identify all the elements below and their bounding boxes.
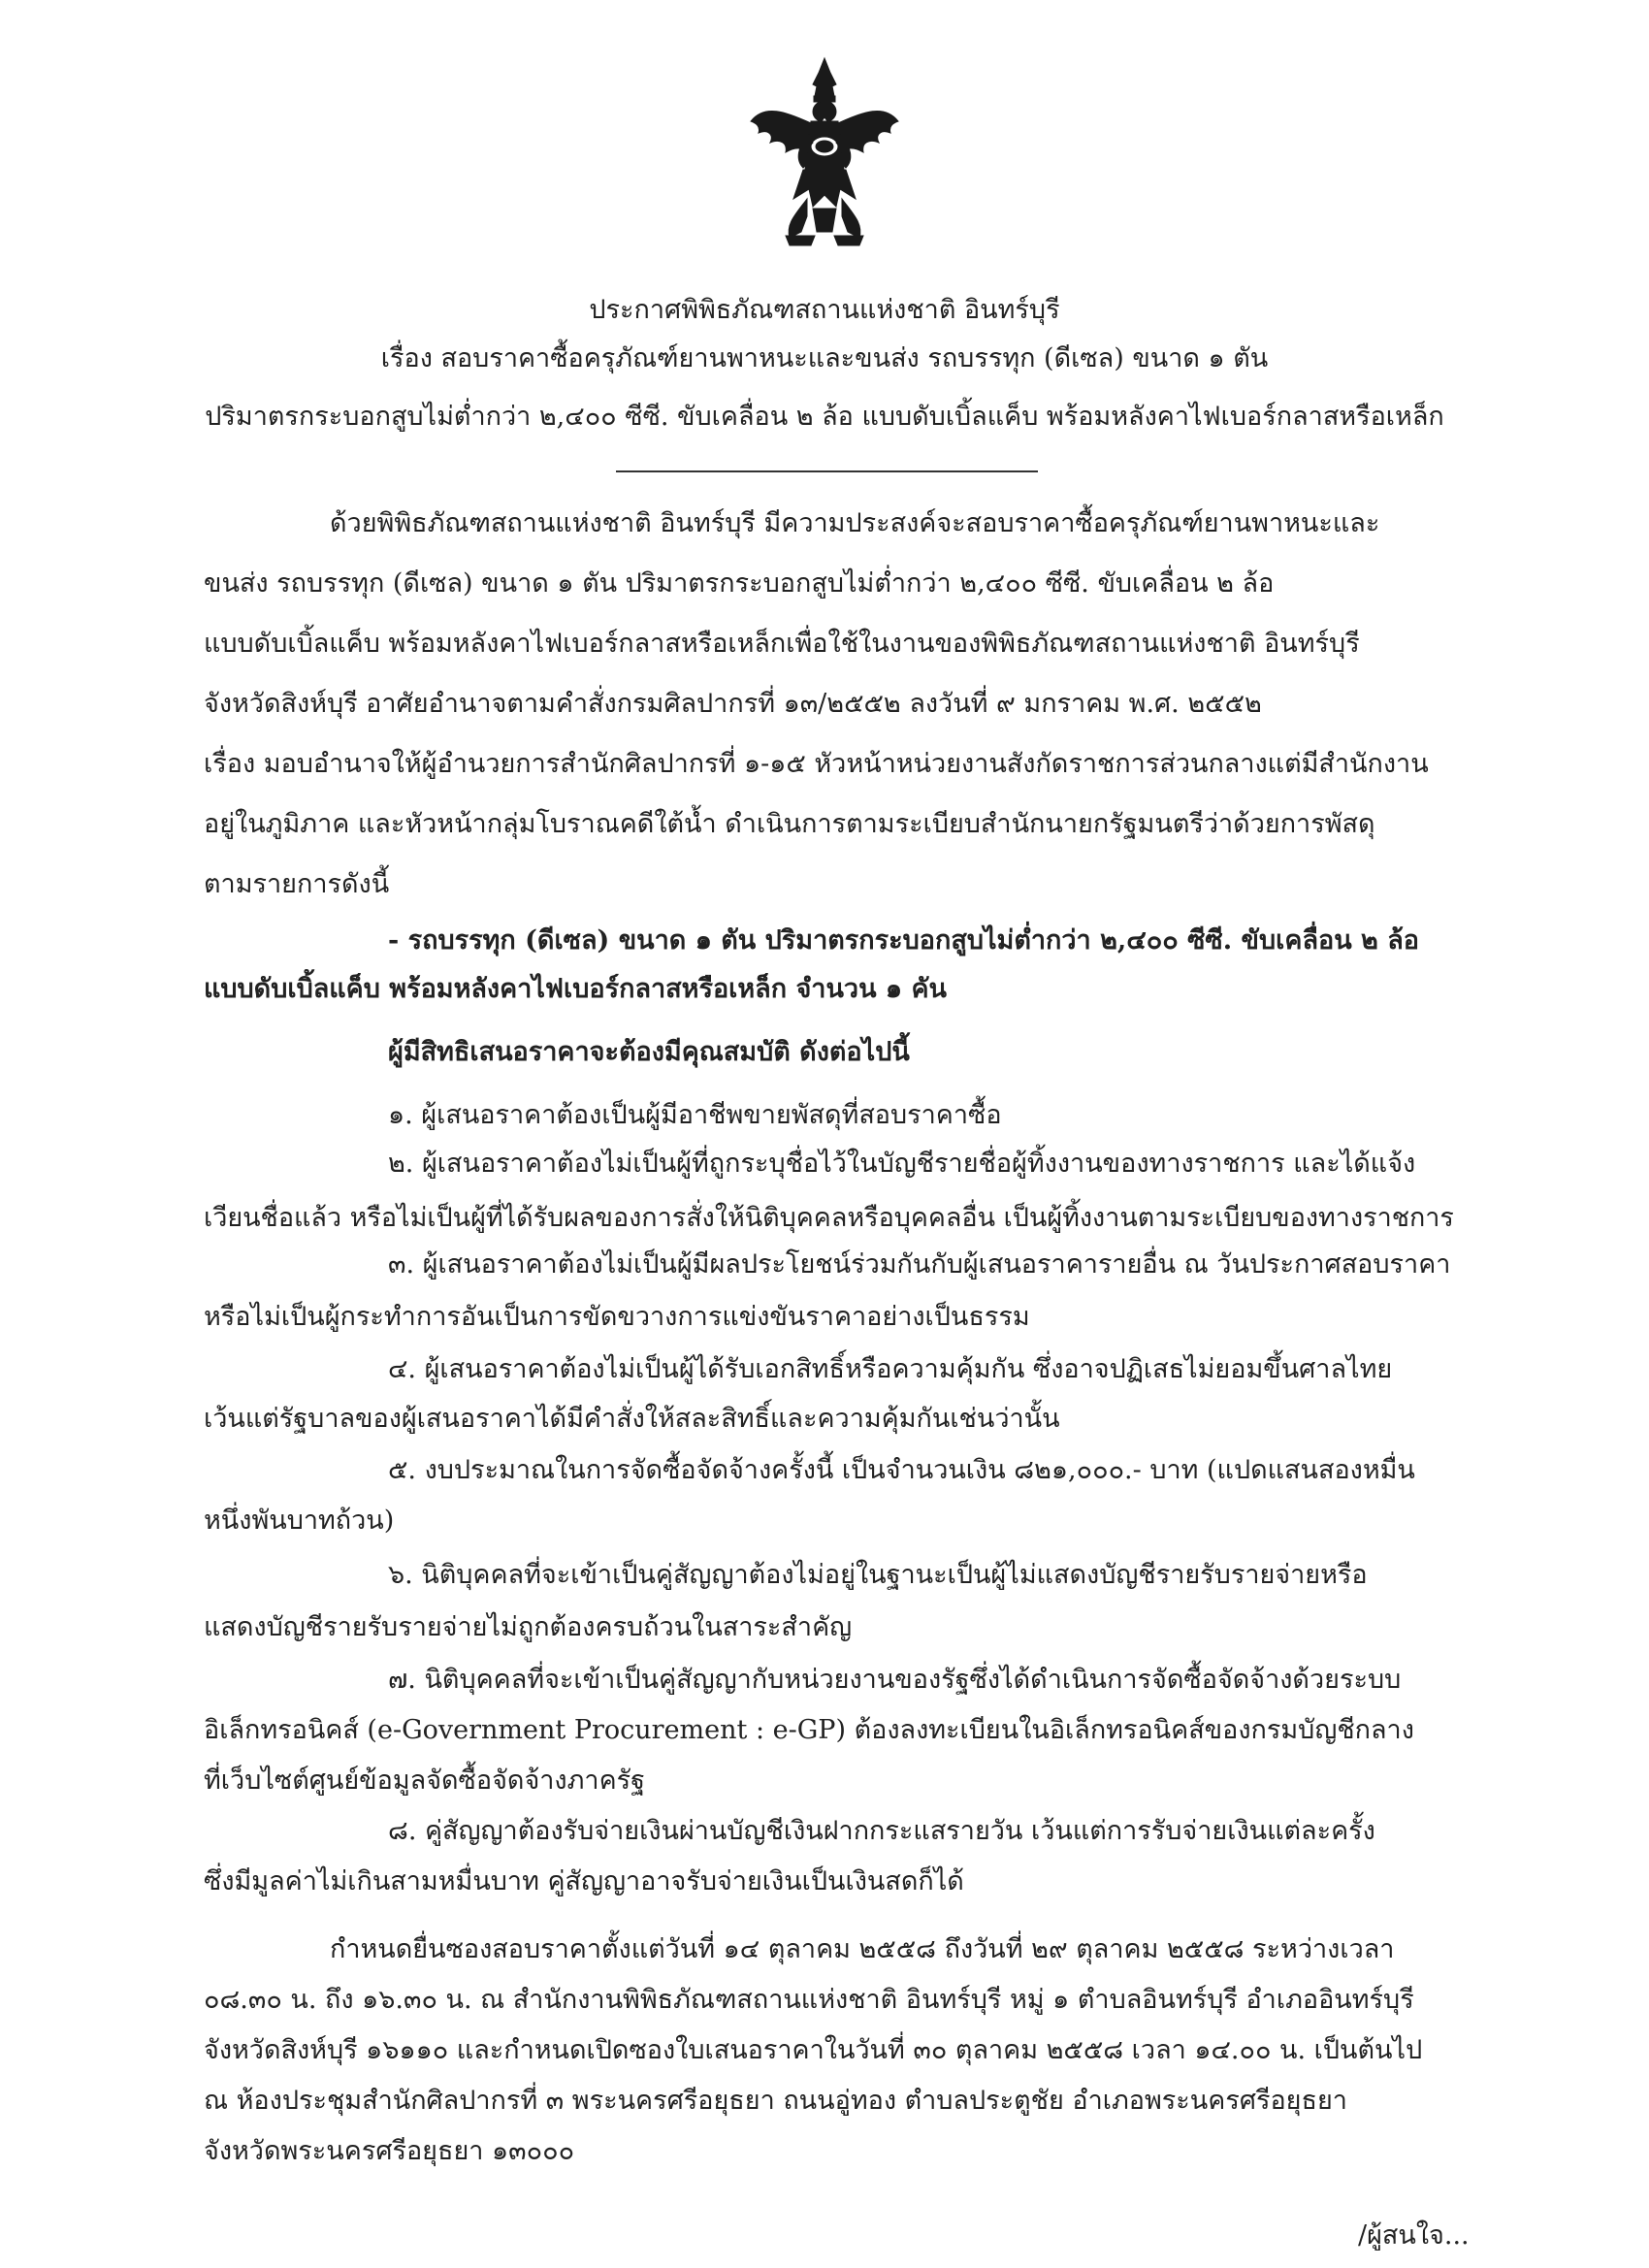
condition-6-cont: แสดงบัญชีรายรับรายจ่ายไม่ถูกต้องครบถ้วนในสาระสำคัญ [204,1612,853,1642]
intro-line-6: อยู่ในภูมิภาค และหัวหน้ากลุ่มโบราณคดีใต้น้ำ ดำเนินการตามระเบียบสำนักนายกรัฐมนตรีว่าด้วยการพัสดุ [204,809,1375,839]
schedule-line-1: กำหนดยื่นซองสอบราคาตั้งแต่วันที่ ๑๔ ตุลาคม ๒๕๕๘ ถึงวันที่ ๒๙ ตุลาคม ๒๕๕๘ ระหว่างเวลา [330,1934,1395,1964]
condition-5-cont: หนึ่งพันบาทถ้วน) [204,1506,395,1536]
condition-6: ๖. นิติบุคคลที่จะเข้าเป็นคู่สัญญาต้องไม่อยู่ในฐานะเป็นผู้ไม่แสดงบัญชีรายรับรายจ่ายหรือ [388,1560,1368,1590]
schedule-line-5: จังหวัดพระนครศรีอยุธยา ๑๓๐๐๐ [204,2136,575,2166]
condition-5: ๕. งบประมาณในการจัดซื้อจัดจ้างครั้งนี้ เป็นจำนวนเงิน ๘๒๑,๐๐๐.- บาท (แปดแสนสองหมื่น [388,1455,1415,1485]
condition-7-cont-2: ที่เว็บไซต์ศูนย์ข้อมูลจัดซื้อจัดจ้างภาครัฐ [204,1766,646,1796]
condition-3: ๓. ผู้เสนอราคาต้องไม่เป็นผู้มีผลประโยชน์ร่วมกันกับผู้เสนอราคารายอื่น ณ วันประกาศสอบราคา [388,1249,1451,1280]
schedule-line-3: จังหวัดสิงห์บุรี ๑๖๑๑๐ และกำหนดเปิดซองใบเสนอราคาในวันที่ ๓๐ ตุลาคม ๒๕๕๘ เวลา ๑๔.๐๐ น. เป็นต้นไป [204,2035,1423,2065]
schedule-line-2: ๐๘.๓๐ น. ถึง ๑๖.๓๐ น. ณ สำนักงานพิพิธภัณฑสถานแห่งชาติ อินทร์บุรี หมู่ ๑ ตำบลอินทร์บุรี อำเภออินทร์บุรี [204,1985,1414,2015]
announcement-subject-continued: ปริมาตรกระบอกสูบไม่ต่ำกว่า ๒,๔๐๐ ซีซี. ขับเคลื่อน ๒ ล้อ แบบดับเบิ้ลแค็บ พร้อมหลังคาไฟเบอร์กลาสหรือเหล็ก [205,402,1444,432]
condition-7-cont-1: อิเล็กทรอนิคส์ (e-Government Procurement : e-GP) ต้องลงทะเบียนในอิเล็กทรอนิคส์ของกรมบัญชีกลาง [204,1715,1414,1745]
condition-8: ๘. คู่สัญญาต้องรับจ่ายเงินผ่านบัญชีเงินฝากกระแสรายวัน เว้นแต่การรับจ่ายเงินแต่ละครั้ง [388,1816,1375,1846]
condition-2: ๒. ผู้เสนอราคาต้องไม่เป็นผู้ที่ถูกระบุชื่อไว้ในบัญชีรายชื่อผู้ทิ้งงานของทางราชการ และได้แจ้ง [388,1149,1416,1179]
item-line-2: แบบดับเบิ้ลแค็บ พร้อมหลังคาไฟเบอร์กลาสหรือเหล็ก จำนวน ๑ คัน [204,974,947,1004]
continued-marker: /ผู้สนใจ... [1358,2220,1470,2251]
condition-2-cont: เวียนชื่อแล้ว หรือไม่เป็นผู้ที่ได้รับผลของการสั่งให้นิติบุคคลหรือบุคคลอื่น เป็นผู้ทิ้งงานตามระเบียบของทางราชการ [204,1203,1454,1233]
condition-4: ๔. ผู้เสนอราคาต้องไม่เป็นผู้ได้รับเอกสิทธิ์หรือความคุ้มกัน ซึ่งอาจปฏิเสธไม่ยอมขึ้นศาลไทย [388,1354,1393,1384]
intro-line-7: ตามรายการดังนี้ [204,869,390,899]
condition-4-cont: เว้นแต่รัฐบาลของผู้เสนอราคาได้มีคำสั่งให้สละสิทธิ์และความคุ้มกันเช่นว่านั้น [204,1404,1060,1434]
intro-line-3: แบบดับเบิ้ลแค็บ พร้อมหลังคาไฟเบอร์กลาสหรือเหล็กเพื่อใช้ในงานของพิพิธภัณฑสถานแห่งชาติ อินทร์บุรี [204,629,1360,659]
condition-8-cont: ซึ่งมีมูลค่าไม่เกินสามหมื่นบาท คู่สัญญาอาจรับจ่ายเงินเป็นเงินสดก็ได้ [204,1866,964,1896]
intro-line-2: ขนส่ง รถบรรทุก (ดีเซล) ขนาด ๑ ตัน ปริมาตรกระบอกสูบไม่ต่ำกว่า ๒,๔๐๐ ซีซี. ขับเคลื่อน ๒ ล้อ [204,568,1275,599]
announcement-subject: เรื่อง สอบราคาซื้อครุภัณฑ์ยานพาหนะและขนส่ง รถบรรทุก (ดีเซล) ขนาด ๑ ตัน [380,343,1269,373]
schedule-line-4: ณ ห้องประชุมสำนักศิลปากรที่ ๓ พระนครศรีอยุธยา ถนนอู่ทอง ตำบลประตูชัย อำเภอพระนครศรีอยุธยา [204,2086,1347,2116]
item-line-1: - รถบรรทุก (ดีเซล) ขนาด ๑ ตัน ปริมาตรกระบอกสูบไม่ต่ำกว่า ๒,๔๐๐ ซีซี. ขับเคลื่อน ๒ ล้อ [388,925,1420,956]
intro-line-5: เรื่อง มอบอำนาจให้ผู้อำนวยการสำนักศิลปากรที่ ๑-๑๕ หัวหน้าหน่วยงานสังกัดราชการส่วนกลางแต่มีสำนักงาน [204,749,1429,779]
garuda-emblem-icon [747,53,902,257]
intro-line-1: ด้วยพิพิธภัณฑสถานแห่งชาติ อินทร์บุรี มีความประสงค์จะสอบราคาซื้อครุภัณฑ์ยานพาหนะและ [330,508,1380,538]
announcement-title: ประกาศพิพิธภัณฑสถานแห่งชาติ อินทร์บุรี [589,295,1060,325]
title-divider [616,470,1038,472]
qualifications-heading: ผู้มีสิทธิเสนอราคาจะต้องมีคุณสมบัติ ดังต่อไปนี้ [388,1037,910,1067]
condition-7: ๗. นิติบุคคลที่จะเข้าเป็นคู่สัญญากับหน่วยงานของรัฐซึ่งได้ดำเนินการจัดซื้อจัดจ้างด้วยระบบ [388,1665,1402,1695]
condition-1: ๑. ผู้เสนอราคาต้องเป็นผู้มีอาชีพขายพัสดุที่สอบราคาซื้อ [388,1100,1002,1130]
condition-3-cont: หรือไม่เป็นผู้กระทำการอันเป็นการขัดขวางการแข่งขันราคาอย่างเป็นธรรม [204,1302,1030,1332]
intro-line-4: จังหวัดสิงห์บุรี อาศัยอำนาจตามคำสั่งกรมศิลปากรที่ ๑๓/๒๕๕๒ ลงวันที่ ๙ มกราคม พ.ศ. ๒๕๕๒ [204,689,1262,719]
